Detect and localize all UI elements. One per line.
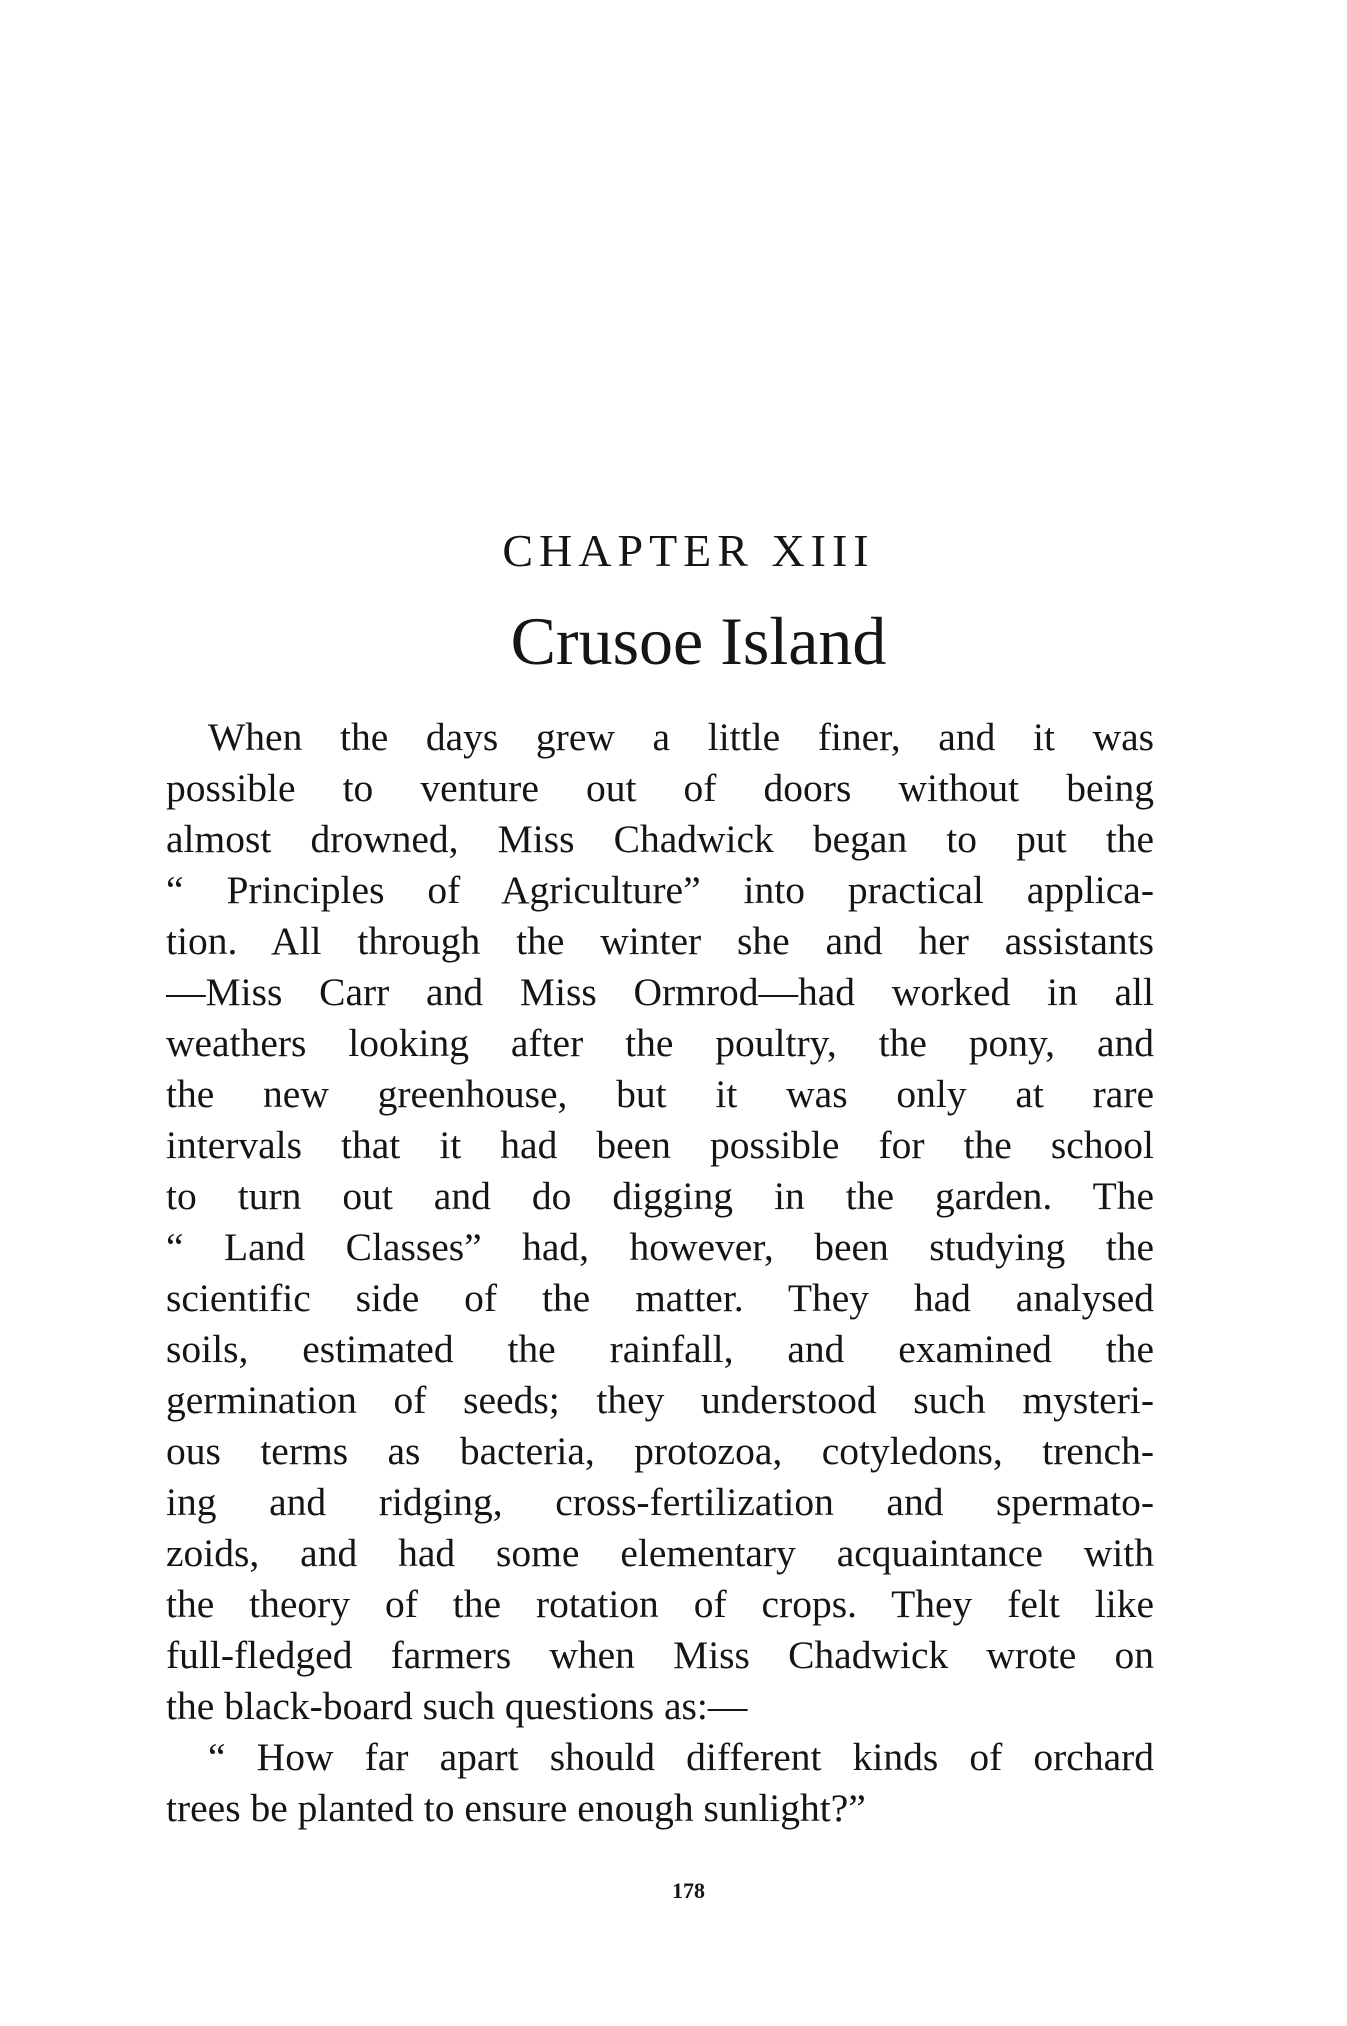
text-line: full-fledged farmers when Miss Chadwick wrote on <box>166 1633 1154 1677</box>
text-line: the new greenhouse, but it was only at rare <box>166 1072 1154 1116</box>
chapter-number: CHAPTER XIII <box>502 525 875 576</box>
text-line: the theory of the rotation of crops. They felt like <box>166 1582 1154 1626</box>
paragraph-1 <box>166 712 1154 1732</box>
chapter-title: Crusoe Island <box>510 603 887 679</box>
text-line: “ How far apart should different kinds of orchard <box>208 1735 1154 1779</box>
text-line: “ Principles of Agriculture” into practical applica- <box>166 868 1154 912</box>
text-line: the black-board such questions as:— <box>166 1684 748 1728</box>
text-line: weathers looking after the poultry, the pony, and <box>166 1021 1154 1065</box>
text-line: ous terms as bacteria, protozoa, cotyledons, trench- <box>166 1429 1154 1473</box>
paragraph-2 <box>166 1732 1154 1834</box>
text-line: “ Land Classes” had, however, been studying the <box>166 1225 1154 1269</box>
text-line: almost drowned, Miss Chadwick began to put the <box>166 817 1154 861</box>
text-line: zoids, and had some elementary acquaintance with <box>166 1531 1154 1575</box>
text-line: tion. All through the winter she and her assistants <box>166 919 1154 963</box>
text-line: scientific side of the matter. They had analysed <box>166 1276 1154 1320</box>
text-line: intervals that it had been possible for the school <box>166 1123 1154 1167</box>
text-line: germination of seeds; they understood such mysteri- <box>166 1378 1154 1422</box>
text-line: —Miss Carr and Miss Ormrod—had worked in all <box>166 970 1154 1014</box>
body-text <box>166 712 1154 1834</box>
text-line: trees be planted to ensure enough sunlight?” <box>166 1786 866 1830</box>
text-line: When the days grew a little finer, and it was <box>208 715 1154 759</box>
text-line: ing and ridging, cross-fertilization and spermato- <box>166 1480 1154 1524</box>
text-line: soils, estimated the rainfall, and examined the <box>166 1327 1154 1371</box>
page-number: 178 <box>672 1878 705 1903</box>
text-line: possible to venture out of doors without being <box>166 766 1154 810</box>
text-line: to turn out and do digging in the garden. The <box>166 1174 1154 1218</box>
